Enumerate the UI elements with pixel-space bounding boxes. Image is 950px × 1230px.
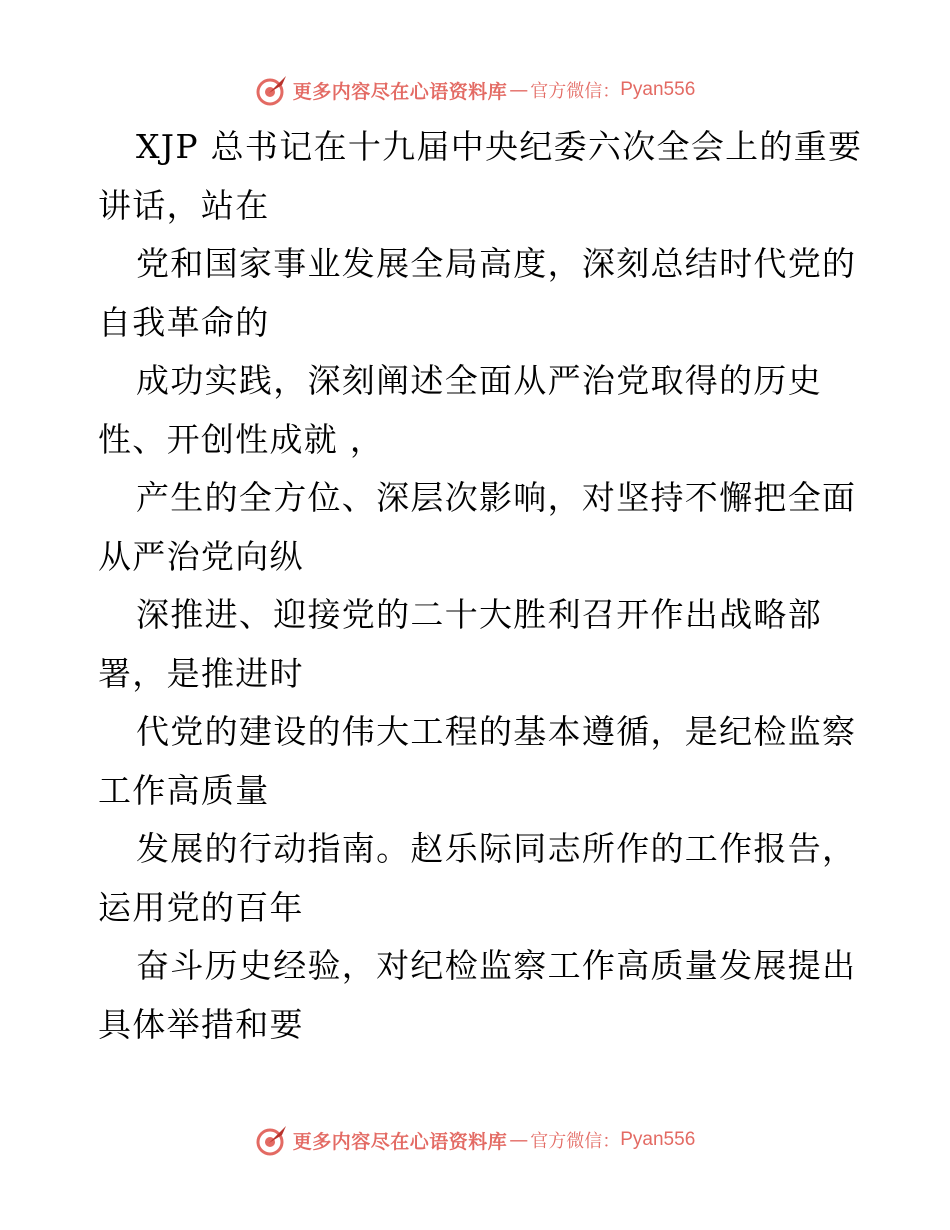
- text-line: 性、开创性成就 ，: [98, 419, 385, 459]
- watermark-dash: —: [509, 79, 529, 101]
- footer-watermark: [0, 1120, 950, 1160]
- watermark-id: Pyan556: [620, 1129, 696, 1150]
- document-body: [98, 118, 863, 1054]
- text-line: 自我革命的: [98, 302, 270, 342]
- text-line: 工作高质量: [98, 770, 270, 810]
- watermark-label: 官方微信：: [530, 81, 621, 102]
- text-line: 发展的行动指南。赵乐际同志所作的工作报告，: [136, 829, 857, 868]
- watermark-label: 官方微信：: [530, 1131, 621, 1152]
- quill-logo-icon: [255, 1123, 289, 1157]
- text-line: 产生的全方位、深层次影响，对坚持不懈把全面: [136, 478, 857, 517]
- text-line: 运用党的百年: [98, 887, 304, 927]
- text-line: 从严治党向纵: [98, 536, 304, 576]
- header-watermark: [0, 70, 950, 110]
- text-line: 代党的建设的伟大工程的基本遵循，是纪检监察: [136, 712, 857, 751]
- text-line: 深推进、迎接党的二十大胜利召开作出战略部: [136, 595, 822, 634]
- quill-logo-icon: [255, 73, 289, 107]
- text-line: 署，是推进时: [98, 653, 304, 693]
- watermark-id: Pyan556: [620, 79, 696, 100]
- text-line: 奋斗历史经验，对纪检监察工作高质量发展提出: [136, 946, 857, 985]
- text-line: 具体举措和要: [98, 1004, 304, 1044]
- watermark-dash: —: [509, 1129, 529, 1151]
- text-line: 党和国家事业发展全局高度，深刻总结时代党的: [136, 244, 857, 283]
- text-line: 讲话，站在: [98, 185, 270, 225]
- watermark-site-text: 更多内容尽在心语资料库: [292, 1130, 508, 1153]
- text-line: 成功实践，深刻阐述全面从严治党取得的历史: [136, 361, 822, 400]
- text-line: XJP 总书记在十九届中央纪委六次全会上的重要: [136, 127, 863, 166]
- watermark-site-text: 更多内容尽在心语资料库: [292, 80, 508, 103]
